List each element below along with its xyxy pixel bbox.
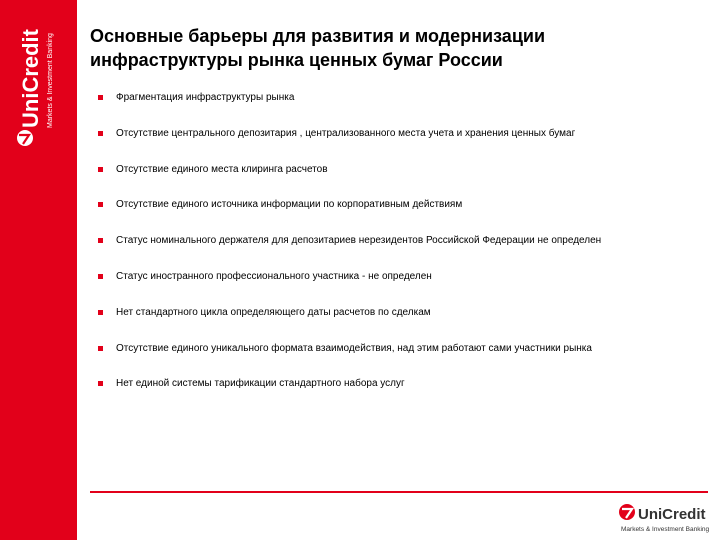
slide-title-line1: Основные барьеры для развития и модернизации [90, 26, 546, 46]
brand-sidebar [0, 0, 77, 540]
bullet-square-icon [98, 167, 103, 172]
list-item [98, 234, 713, 270]
bullet-square-icon [98, 310, 103, 315]
list-item-text: Отсутствие центрального депозитария , централизованного места учета и хранения ценных бумаг [116, 127, 576, 139]
unicredit-emblem-icon [17, 130, 33, 146]
list-item-text: Фрагментация инфраструктуры рынка [116, 92, 295, 103]
list-item-text: Нет стандартного цикла определяющего даты расчетов по сделкам [116, 306, 431, 318]
list-item-text: Нет единой системы тарификации стандартного набора услуг [116, 378, 405, 390]
footer-divider [90, 491, 708, 493]
bullet-square-icon [98, 238, 103, 243]
bullet-square-icon [98, 202, 103, 207]
bullet-square-icon [98, 274, 103, 279]
list-item-text: Статус иностранного профессионального участника - не определен [116, 270, 432, 282]
bullet-square-icon [98, 346, 103, 351]
list-item [98, 270, 713, 306]
list-item-text: Отсутствие единого источника информации по корпоративным действиям [116, 199, 463, 211]
slide-title [90, 24, 690, 72]
list-item [98, 127, 713, 163]
unicredit-emblem-icon [619, 504, 635, 520]
brand-tagline: Markets & Investment Banking [47, 33, 54, 128]
footer-brand-name: UniCredit [638, 506, 706, 523]
bullet-square-icon [98, 95, 103, 100]
list-item-text: Статус номинального держателя для депозитариев нерезидентов Российской Федерации не определен [116, 235, 602, 247]
slide-title-line2: инфраструктуры рынка ценных бумаг России [90, 50, 503, 70]
list-item [98, 306, 713, 342]
brand-name: UniCredit [18, 29, 43, 128]
unicredit-footer-logo [618, 500, 710, 534]
bullet-square-icon [98, 381, 103, 386]
list-item [98, 342, 713, 378]
list-item [98, 198, 713, 234]
unicredit-sidebar-logo [2, 18, 74, 148]
list-item [98, 91, 713, 127]
list-item [98, 163, 713, 199]
list-item-text: Отсутствие единого уникального формата взаимодействия, над этим работают сами участники рынка [116, 342, 592, 354]
bullet-square-icon [98, 131, 103, 136]
barrier-list [98, 91, 713, 413]
footer-brand-tagline: Markets & Investment Banking [621, 526, 710, 533]
list-item [98, 377, 713, 413]
list-item-text: Отсутствие единого места клиринга расчетов [116, 163, 328, 175]
